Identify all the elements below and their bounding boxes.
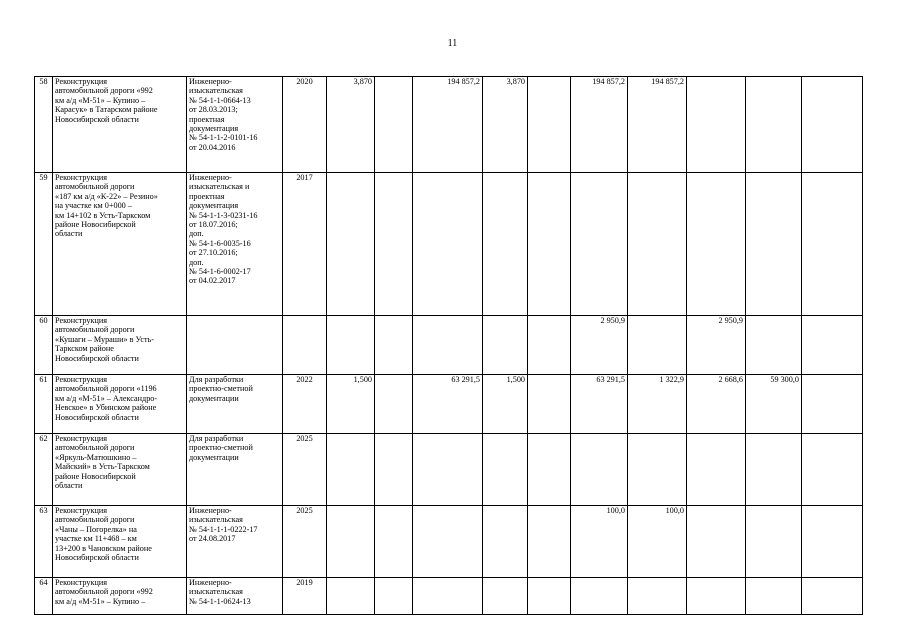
value-cell — [413, 173, 483, 316]
row-number-cell: 60 — [35, 316, 53, 375]
value-cell — [483, 173, 528, 316]
value-cell: 3,870 — [327, 77, 375, 173]
value-cell: 100,0 — [571, 506, 628, 578]
value-cell — [375, 578, 413, 615]
year-cell — [283, 316, 327, 375]
value-cell — [628, 434, 687, 506]
value-cell — [628, 316, 687, 375]
value-cell — [628, 578, 687, 615]
value-cell — [375, 316, 413, 375]
value-cell: 2 950,9 — [571, 316, 628, 375]
table-row — [35, 506, 905, 578]
value-cell: 1 322,9 — [628, 375, 687, 434]
value-cell: 194 857,2 — [413, 77, 483, 173]
row-number-cell: 63 — [35, 506, 53, 578]
value-cell: 63 291,5 — [571, 375, 628, 434]
row-number-cell: 58 — [35, 77, 53, 173]
value-cell — [802, 77, 863, 173]
value-cell — [483, 316, 528, 375]
value-cell — [802, 316, 863, 375]
value-cell — [571, 434, 628, 506]
value-cell — [746, 434, 802, 506]
value-cell — [802, 578, 863, 615]
documents-cell — [187, 316, 283, 375]
description-cell: Реконструкция автомобильной дороги «992 км а/д «М-51» – Купино – — [53, 578, 187, 615]
year-cell: 2022 — [283, 375, 327, 434]
value-cell: 63 291,5 — [413, 375, 483, 434]
value-cell — [746, 173, 802, 316]
year-cell: 2025 — [283, 434, 327, 506]
value-cell — [327, 173, 375, 316]
value-cell — [528, 173, 571, 316]
value-cell — [687, 506, 746, 578]
value-cell: 2 950,9 — [687, 316, 746, 375]
documents-cell: Инженерно- изыскательская № 54-1-1-0664-13 от 28.03.2013; проектная документация № 54-1-1-2-0101-16 от 20.04.2016 — [187, 77, 283, 173]
value-cell — [375, 375, 413, 434]
description-cell: Реконструкция автомобильной дороги «187 км а/д «К-22» – Резино» на участке км 0+000 – км 14+102 в Усть-Таркском районе Новосибирской области — [53, 173, 187, 316]
table-row — [35, 434, 905, 506]
data-table — [34, 76, 905, 615]
year-cell: 2019 — [283, 578, 327, 615]
value-cell — [483, 578, 528, 615]
value-cell — [375, 77, 413, 173]
table-row — [35, 316, 905, 375]
table-row — [35, 77, 905, 173]
value-cell: 100,0 — [628, 506, 687, 578]
value-cell: 59 300,0 — [746, 375, 802, 434]
value-cell — [528, 506, 571, 578]
year-cell: 2020 — [283, 77, 327, 173]
value-cell — [528, 375, 571, 434]
year-cell: 2025 — [283, 506, 327, 578]
value-cell — [687, 434, 746, 506]
value-cell — [327, 316, 375, 375]
value-cell — [746, 316, 802, 375]
documents-cell: Для разработки проектно-сметной документации — [187, 375, 283, 434]
value-cell — [571, 578, 628, 615]
description-cell: Реконструкция автомобильной дороги «1196 км а/д «М-51» – Александро- Невское» в Убинском районе Новосибирской области — [53, 375, 187, 434]
table-row — [35, 173, 905, 316]
value-cell — [375, 173, 413, 316]
value-cell — [687, 173, 746, 316]
value-cell: 1,500 — [327, 375, 375, 434]
value-cell — [413, 434, 483, 506]
value-cell — [571, 173, 628, 316]
value-cell: 1,500 — [483, 375, 528, 434]
table-row — [35, 578, 905, 615]
value-cell — [413, 578, 483, 615]
documents-cell: Инженерно- изыскательская № 54-1-1-0624-13 — [187, 578, 283, 615]
value-cell: 2 668,6 — [687, 375, 746, 434]
value-cell — [375, 434, 413, 506]
page-number: 11 — [447, 38, 458, 49]
value-cell — [802, 173, 863, 316]
value-cell — [528, 316, 571, 375]
value-cell — [483, 506, 528, 578]
value-cell — [413, 506, 483, 578]
description-cell: Реконструкция автомобильной дороги «Чаны – Погорелка» на участке км 11+468 – км 13+200 в Чановском районе Новосибирской области — [53, 506, 187, 578]
description-cell: Реконструкция автомобильной дороги «Яркуль-Матюшкино – Майский» в Усть-Таркском районе Новосибирской области — [53, 434, 187, 506]
value-cell — [746, 578, 802, 615]
value-cell — [628, 173, 687, 316]
value-cell — [802, 434, 863, 506]
documents-cell: Инженерно- изыскательская № 54-1-1-1-0222-17 от 24.08.2017 — [187, 506, 283, 578]
value-cell — [746, 77, 802, 173]
table-row — [35, 375, 905, 434]
row-number-cell: 62 — [35, 434, 53, 506]
value-cell: 194 857,2 — [571, 77, 628, 173]
row-number-cell: 64 — [35, 578, 53, 615]
value-cell — [687, 77, 746, 173]
documents-cell: Для разработки проектно-сметной документации — [187, 434, 283, 506]
value-cell: 194 857,2 — [628, 77, 687, 173]
value-cell — [375, 506, 413, 578]
value-cell — [528, 578, 571, 615]
value-cell — [327, 506, 375, 578]
value-cell — [483, 434, 528, 506]
value-cell — [327, 434, 375, 506]
row-number-cell: 61 — [35, 375, 53, 434]
value-cell: 3,870 — [483, 77, 528, 173]
row-number-cell: 59 — [35, 173, 53, 316]
value-cell — [802, 375, 863, 434]
value-cell — [802, 506, 863, 578]
year-cell: 2017 — [283, 173, 327, 316]
value-cell — [746, 506, 802, 578]
value-cell — [687, 578, 746, 615]
value-cell — [413, 316, 483, 375]
description-cell: Реконструкция автомобильной дороги «992 км а/д «М-51» – Купино – Карасук» в Татарском районе Новосибирской области — [53, 77, 187, 173]
description-cell: Реконструкция автомобильной дороги «Кушаги – Мураши» в Усть- Таркском районе Новосибирской области — [53, 316, 187, 375]
value-cell — [327, 578, 375, 615]
value-cell — [528, 434, 571, 506]
documents-cell: Инженерно- изыскательская и проектная документация № 54-1-1-3-0231-16 от 18.07.2016; доп. № 54-1-6-0035-16 от 27.10.2016; доп. № 54-1-6-0002-17 от 04.02.2017 — [187, 173, 283, 316]
value-cell — [528, 77, 571, 173]
